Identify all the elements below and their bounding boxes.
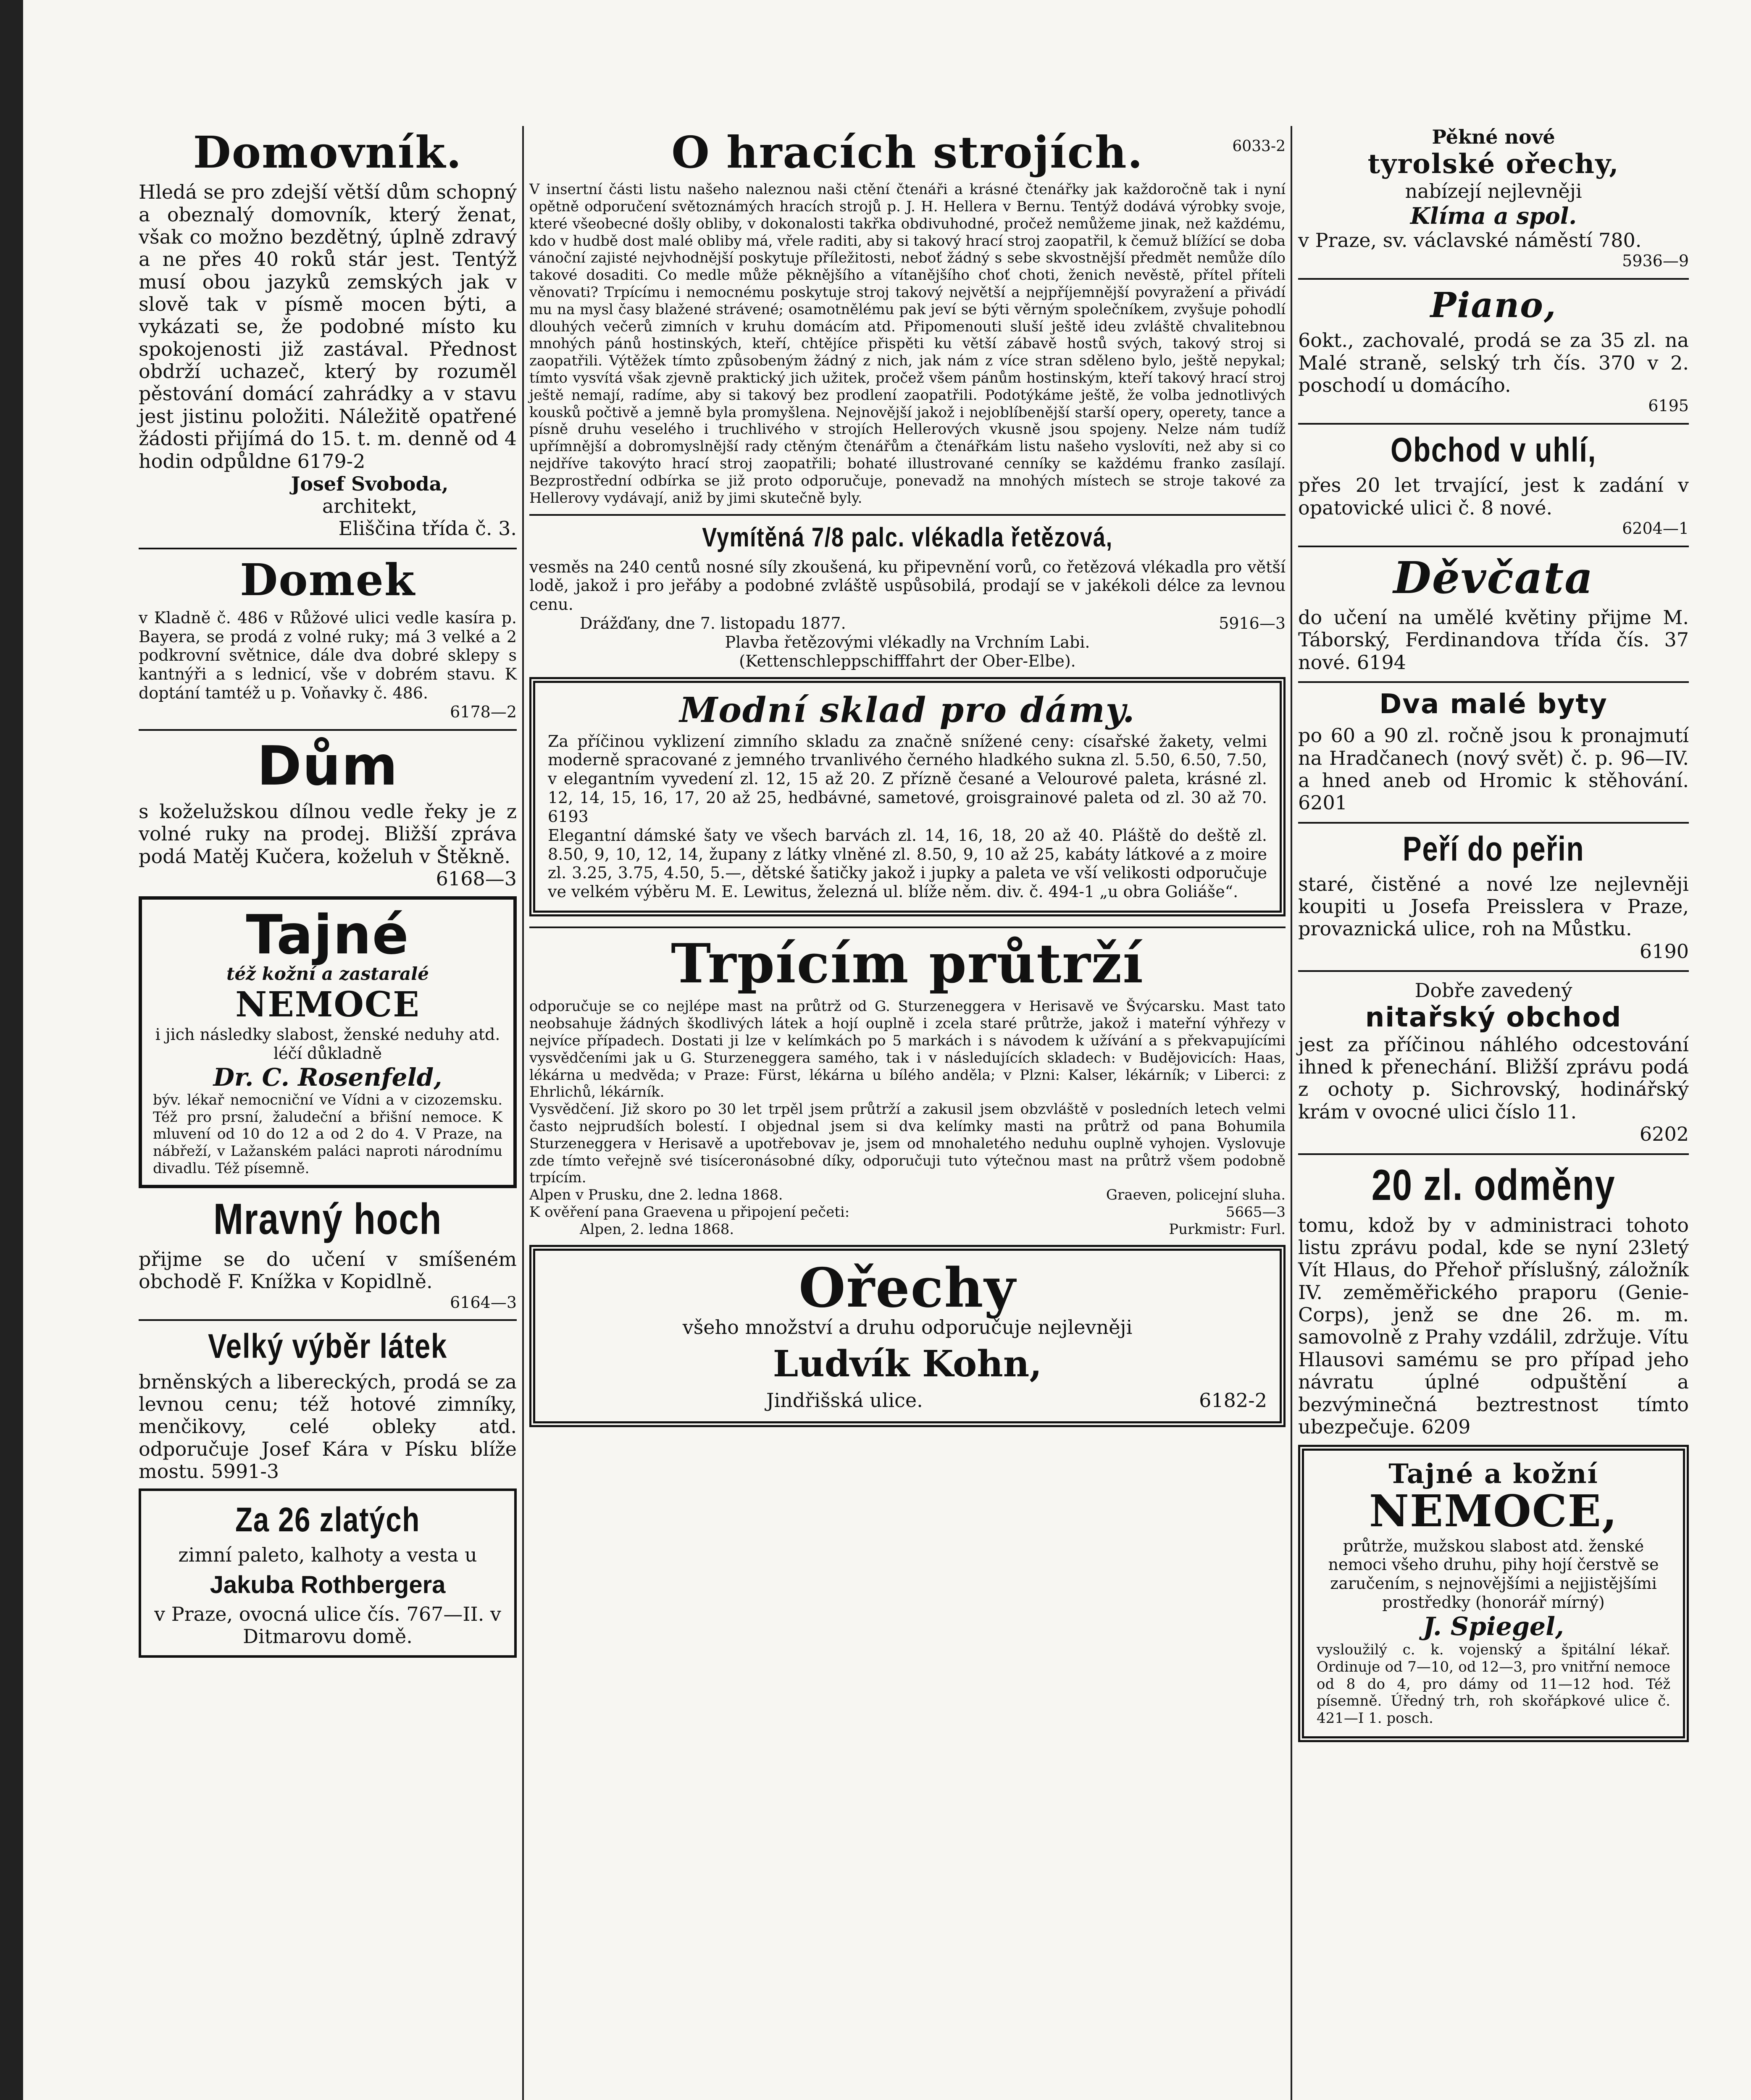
ad-domek <box>139 554 517 722</box>
ad-za-26-zlatych <box>139 1488 517 1658</box>
ad-text-2: Vysvědčení. Již skoro po 30 let trpěl jsem průtrží a zakusil jsem obzvláště v posledních letech velmi často nejprudších bolestí. I objednal jsem si dva kelímky masti na průtrž od pana Bohumila Sturzeneggera v Herisavě a upotřebovav je, jsem od mnohaletého neduhu ouplně vyhojen. Vyslovuje zde tímto veřejně své tisíceronásobné díky, odporučuji tuto výtečnou mast na průtrž všem podobně trpícím. <box>529 1101 1286 1186</box>
ad-heading: Domek <box>240 554 415 606</box>
column-rule-1 <box>522 126 524 2100</box>
ad-dum <box>139 735 517 890</box>
ad-heading: Mravný hoch <box>213 1194 442 1244</box>
divider <box>139 729 517 731</box>
ad-heading: Velký výběr látek <box>208 1327 447 1366</box>
ad-text: do učení na umělé květiny přijme M. Táborský, Ferdinandova třída čís. 37 nové. 6194 <box>1298 606 1689 674</box>
ad-code: 6164—3 <box>450 1293 517 1312</box>
divider <box>1298 423 1689 425</box>
ad-20-zl-odmeny <box>1298 1160 1689 1438</box>
ad-text: přijme se do učení v smíšeném obchodě F. Knížka v Kopidlně. <box>139 1247 517 1293</box>
ad-heading: Dva malé byty <box>1379 689 1608 720</box>
divider <box>1298 681 1689 683</box>
ad-text: nabízejí nejlevněji <box>1405 179 1582 202</box>
ad-tyrolske-orechy <box>1298 126 1689 270</box>
ad-signature-address: Eliščina třída č. 3. <box>338 517 517 540</box>
column-rule-2 <box>1291 126 1292 2100</box>
ad-vlekadla <box>529 523 1286 670</box>
ad-text-2: v Praze, sv. václavské náměstí 780. <box>1298 228 1642 252</box>
ad-heading: Piano, <box>1430 285 1557 326</box>
ad-address: Jindřišská ulice. 6182-2 <box>766 1389 1267 1412</box>
ad-signature: Plavba řetězovými vlékadly na Vrchním Labi. <box>725 633 1090 651</box>
ad-peri-do-perin <box>1298 831 1689 963</box>
ad-text: v Kladně č. 486 v Růžové ulici vedle kasíra p. Bayera, se prodá z volné ruky; má 3 velké a 2 podkrovní světnice, dále dva dobré sklepy s kantnýři a s lednicí, vše v dobrém stavu. K doptání tamtéž u p. Voňavky č. 486. <box>139 608 517 703</box>
ad-heading: Obchod v uhlí, <box>1391 431 1596 470</box>
ad-heading: Modní sklad pro dámy. <box>679 690 1136 731</box>
ad-text: brněnských a libereckých, prodá se za levnou cenu; též hotové zimníky, menčikovy, celé obleky atd. odporučuje Josef Kára v Písku blíže mostu. 5991-3 <box>139 1370 517 1483</box>
ad-dateline: Alpen v Prusku, dne 2. ledna 1868. Graeven, policejní sluha. <box>529 1186 1286 1204</box>
ad-heading: Vymítěná 7/8 palc. vlékadla řetězová, <box>702 522 1113 553</box>
ad-heading: O hracích strojích. <box>671 126 1144 178</box>
ad-trpicim-prutrzi <box>529 932 1286 1238</box>
ad-code: 5936—9 <box>1622 252 1689 270</box>
ad-velky-vyber-latek <box>139 1328 517 1483</box>
ad-text: vesměs na 240 centů nosné síly zkoušená, ku připevnění vorů, co řetězová vlékadla pro větší lodě, jakož i pro jeřáby a podobné zvláště uspůsobilá, prodají se v jakékoli délce za levnou cenu. <box>529 557 1286 614</box>
ad-heading-2: NEMOCE, <box>1369 1485 1618 1537</box>
ad-heading: Děvčata <box>1393 551 1594 604</box>
ad-heading-2: tyrolské ořechy, <box>1367 148 1620 180</box>
ad-text-2: býv. lékař nemocniční ve Vídni a v cizozemsku. Též pro prsní, žaludeční a břišní nemoce. K mluvení od 10 do 12 a od 2 do 4. V Praze, na nábřeží, v Lažanském paláci naproti národnímu divadlu. Též písemně. <box>153 1091 502 1177</box>
ad-text: všeho množství a druhu odporučuje nejlevněji <box>682 1315 1133 1339</box>
ad-modni-sklad <box>529 677 1286 916</box>
ad-text: s koželužskou dílnou vedle řeky je z volné ruky na prodej. Bližší zpráva podá Matěj Kučera, koželuh v Štěkně. <box>139 800 517 868</box>
ad-code: 6033-2 <box>1232 138 1286 155</box>
ad-dva-male-byty <box>1298 690 1689 814</box>
divider <box>529 927 1286 928</box>
ad-text: zimní paleto, kalhoty a vesta u <box>178 1544 477 1567</box>
ad-text-2: Elegantní dámské šaty ve všech barvách zl. 14, 16, 18, 20 až 40. Pláště do deště zl. 8.50, 9, 10, 12, 14, župany z látky vlněné zl. 8.50, 9, 10 až 25, kabáty látkové a z moire zl. 3.25, 3.75, 4.50, 5.—, dětské šatičky jakož i jupky a paleta ve vší velikosti odporučuje ve velkém výběru M. E. Lewitus, železná ul. blíže něm. div. č. 494-1 „u obra Goliáše“. <box>548 826 1267 901</box>
ad-text: staré, čistěné a nové lze nejlevněji koupiti u Josefa Preisslera v Praze, provaznická ulice, roh na Můstku. <box>1298 872 1689 940</box>
ad-nitarsky-obchod <box>1298 979 1689 1145</box>
ad-text: 6okt., zachovalé, prodá se za 35 zl. na Malé straně, selský trh čís. 370 v 2. poschodí u domácího. <box>1298 329 1689 396</box>
ad-code: 6201 <box>1298 791 1348 814</box>
ad-signature: Ludvík Kohn, <box>773 1343 1042 1386</box>
ad-text: po 60 a 90 zl. ročně jsou k pronajmutí na Hradčanech (nový svět) č. p. 96—IV. a hned aneb od Hromic k stěhování. 6201 <box>1298 724 1689 814</box>
ad-code: 6168—3 <box>436 867 517 890</box>
ad-code: 6195 <box>1648 396 1689 415</box>
divider <box>139 548 517 549</box>
ad-text-2: v Praze, ovocná ulice čís. 767—II. v Ditmarovu domě. <box>154 1602 501 1648</box>
ad-heading: Dobře zavedený <box>1414 979 1572 1002</box>
column-middle <box>529 126 1286 1437</box>
ad-mravny-hoch <box>139 1194 517 1312</box>
ad-text: přes 20 let trvající, jest k zadání v opatovické ulici č. 8 nové. <box>1298 474 1689 519</box>
ad-tajne-nemoce-spiegel <box>1298 1445 1689 1742</box>
ad-heading: Pěkné nové <box>1432 126 1555 148</box>
ad-code: 6194 <box>1357 651 1406 674</box>
ad-obchod-v-uhli <box>1298 432 1689 538</box>
column-right <box>1298 126 1689 1752</box>
divider <box>1298 546 1689 547</box>
divider <box>139 1319 517 1321</box>
ad-orechy <box>529 1245 1286 1427</box>
ad-dateline: Drážďany, dne 7. listopadu 1877. 5916—3 <box>580 614 1286 633</box>
divider <box>1298 970 1689 972</box>
divider <box>1298 1153 1689 1155</box>
scan-edge <box>0 0 23 2100</box>
ad-code: 6202 <box>1639 1123 1689 1146</box>
ad-signature: Jakuba Rothbergera <box>210 1571 446 1599</box>
ad-text: jest za příčinou náhlého odcestování ihned k přenechání. Bližší zprávu podá z ochoty p. Sichrovský, hodinářský krám v ovocné ulici číslo 11. <box>1298 1033 1689 1123</box>
ad-heading: Domovník. <box>193 126 463 178</box>
ad-heading-2: NEMOCE <box>235 984 420 1025</box>
ad-code: 6182-2 <box>1199 1389 1267 1412</box>
ad-heading: 20 zl. odměny <box>1371 1160 1616 1210</box>
ad-code: 5665—3 <box>1225 1203 1286 1221</box>
ad-code: 5916—3 <box>1219 614 1286 633</box>
ad-subheading: též kožní a zastaralé <box>226 963 429 984</box>
divider <box>1298 278 1689 280</box>
ad-code: 6204—1 <box>1622 519 1689 538</box>
ad-text: i jich následky slabost, ženské neduhy atd. léčí důkladně <box>155 1025 500 1063</box>
ad-signature: Dr. C. Rosenfeld, <box>213 1063 442 1092</box>
ad-code: 6209 <box>1421 1415 1471 1438</box>
ad-signature: J. Spiegel, <box>1423 1612 1564 1641</box>
ad-code: 6178—2 <box>450 702 517 721</box>
ad-text: Za příčinou vyklizení zimního skladu za značně snížené ceny: císařské žakety, velmi moderně spracované z jemného trvanlivého černého hladkého sukna zl. 5.50, 6.50, 7.50, v elegantním vyvedení zl. 12, 15 až 20. Z přízně česané a Velourové paleta, krásné zl. 12, 14, 15, 16, 17, 20 až 25, hedbávné, sametové, groisgrainové paleta od zl. 30 až 70. 6193 <box>548 732 1267 826</box>
ad-verification: K ověření pana Graevena u připojení pečeti: 5665—3 <box>529 1203 1286 1221</box>
ad-code: 5991-3 <box>211 1460 279 1483</box>
ad-hraci-stroje <box>529 126 1286 507</box>
ad-verification-2: Alpen, 2. ledna 1868. Purkmistr: Furl. <box>580 1221 1286 1238</box>
ad-code: 6190 <box>1639 940 1689 963</box>
divider <box>529 514 1286 516</box>
divider <box>1298 822 1689 824</box>
ad-heading: Dům <box>257 735 399 798</box>
ad-heading: Peří do peřin <box>1402 830 1585 868</box>
ad-text: odporučuje se co nejlépe mast na průtrž od G. Sturzeneggera v Herisavě ve Švýcarsku. Mast tato neobsahuje žádných škodlivých látek a hojí ouplně i zcela staré průtrže, jakož i mateřní výhřezy v nejvíce případech. Dostati ji lze v kelímkách po 5 markách i s návodem k užívání a s překvapujícími vysvědčeními jak u G. Sturzeneggera samého, tak i v následujících skladech: v Budějovicích: Haas, lékárna u medvěda; v Praze: Fürst, lékárna u bílého anděla; v Plzni: Kalser, lékárník; v Liberci: z Ehrlichů, lékárník. <box>529 998 1286 1101</box>
column-left <box>139 126 517 1666</box>
ad-heading: Trpícím průtrží <box>671 932 1144 996</box>
ad-code: 6179-2 <box>297 449 365 472</box>
ad-text: tomu, kdož by v administraci tohoto listu zprávu podal, kde se nyní 23letý Vít Hlaus, do Přehoř příslušný, záložník IV. zeměměřického praporu (Genie-Corps), jenž se dne 26. m. m. samovolně z Prahy vzdálil, zdržuje. Vítu Hlausovi samému se pro případ jeho návratu úplné odpuštění a bezvýminečná beztrestnost tímto ubezpečuje. 6209 <box>1298 1213 1689 1438</box>
ad-signature: Josef Svoboda, <box>291 472 449 495</box>
ad-tajne-nemoce-rosenfeld <box>139 896 517 1188</box>
ad-text: Hledá se pro zdejší větší dům schopný a obeznalý domovník, který ženat, však co možno bezdětný, úplně zdravý a ne přes 40 roků stár jest. Tentýž musí obou jazyků zemských jak v slově tak v písmě mocen býti, a vykázati se, že podobné místo ku spokojenosti již zastával. Přednost obdrží uchazeč, který by rozuměl pěstování domácí zahrádky a v stavu jest jistinu položiti. Náležitě opatřené žádosti přijímá do 15. t. m. denně od 4 hodin odpůldne 6179-2 <box>139 181 517 472</box>
ad-devcata <box>1298 551 1689 674</box>
ad-heading: Tajné a kožní <box>1388 1458 1599 1490</box>
ad-text: V insertní části listu našeho naleznou naši ctění čtenáři a krásné čtenářky jak každoročně tak i nyní opětně odporučení světoznámých hracích strojů p. J. H. Hellera v Bernu. Tentýž dodává výrobky svoje, které všeobecné došly obliby, v dokonalosti takřka obdivuhodné, pročež nemůžeme jinak, než každému, kdo v hudbě dost malé obliby má, vřele raditi, aby si takový hrací stroj zaopatřil, k čemuž blížící se doba vánoční zajisté nejvhodnější poskytuje příležitosti, neboť žádný s sebe skvostnější předmět nemůže dílo takové dosaditi. Co medle může pěknějšího a vítanějšího choť choti, ženich nevěstě, přítel příteli věnovati? Trpícímu i nemocnému poskytuje stroj takový největší a nejpříjemnější povyražení a přivádí mu na mysl časy blažené strávené; osamotnělému pak jeví se býti věrným společníkem, zvyšuje pohodlí dlouhých večerů zimních v kruhu domácím atd. Připomenouti sluší ještě ideu zvláště chvalitebnou mnohých pánů hostinských, kteří, chtějíce přispěti ku větší zábavě hostů svých, takový stroj si zaopatřili. Výtěžek tímto způsobeným žádný z nich, jak nám z více stran sděleno bylo, ještě nepykal; tímto vysvítá však zjevně praktický jich užitek, pročež všem pánům hostinským, kteří takový hrací stroj ještě nemají, radíme, aby si takový bez prodlení zaopatřili. Podotýkáme ještě, že volba jednotlivých kousků počtivě a jemně byla promyšlena. Nejnovější jakož i nejoblíbenější starší opery, operety, tance a písně druhu veselého i truchlivého v strojích Hellerových vkusně jsou spojeny. Nelze nám tudíž upřímnější a dobromyslnější rady ctěným čtenářům a čtenářkám listu našeho vyslovíti, než aby si co nejdříve takovýto hrací stroj zaopatřili; bohaté illustrované cenníky se každému franko zasílají. Bezprostřední odbírka se již proto odporučuje, ponevadž na mnohých místech se stroje takové za Hellerovy vydávají, aniž by jimi skutečně byly. <box>529 181 1286 507</box>
ad-heading-2: nitařský obchod <box>1365 1002 1622 1033</box>
ad-signature-2: (Kettenschleppschifffahrt der Ober-Elbe). <box>739 651 1076 670</box>
ad-code: 6193 <box>548 807 589 826</box>
ad-heading: Ořechy <box>799 1256 1016 1320</box>
ad-heading: Za 26 zlatých <box>235 1501 420 1539</box>
ad-domovnik <box>139 126 517 540</box>
ad-text: průtrže, mužskou slabost atd. ženské nemoci všeho druhu, pihy hojí čerstvě se zaručením, s nejnovějšími a nejjistějšími prostředky (honorář mírný) <box>1328 1536 1659 1612</box>
ad-signature: Klíma a spol. <box>1410 202 1577 229</box>
ad-piano <box>1298 287 1689 415</box>
ad-text-2: vysloužilý c. k. vojenský a špitální lékař. Ordinuje od 7—10, od 12—3, pro vnitřní nemoce od 8 do 4, pro dámy od 11—12 hod. Též písemně. Úředný trh, roh skořápkové ulice č. 421—I 1. posch. <box>1317 1641 1670 1727</box>
ad-signature-role: architekt, <box>322 494 418 517</box>
ad-heading: Tajné <box>246 903 410 966</box>
